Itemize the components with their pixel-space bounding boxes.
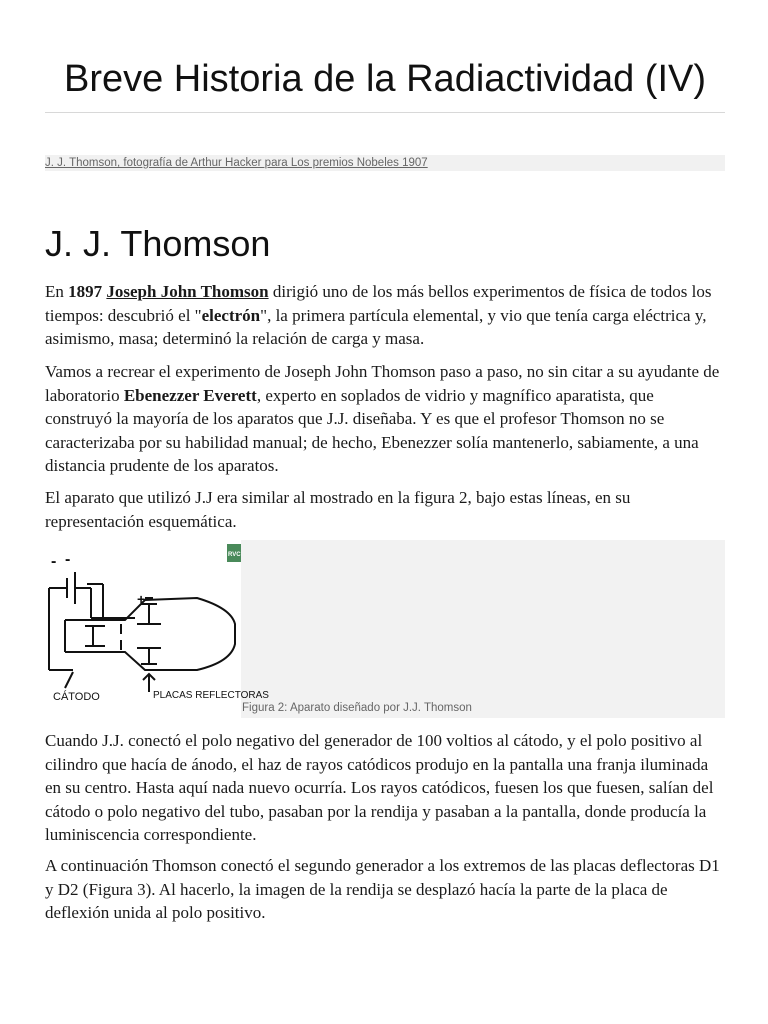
paragraph-2: Vamos a recrear el experimento de Joseph John Thomson paso a paso, no sin citar a su ayudante de laboratorio Ebenezzer Everett, experto en soplados de vidrio y magnífico aparatista, que construyó la mayoría de los aparatos que J.J. diseñaba. Y es que el profesor Thomson no se caracterizaba por su habilidad manual; de hecho, Ebenezzer solía mantenerlo, sabiamente, a una distancia prudente de los aparatos. — [45, 362, 720, 475]
page-title: Breve Historia de la Radiactividad (IV) — [63, 58, 707, 100]
minus-sign: - — [65, 551, 71, 568]
cathode-label: CÁTODO — [53, 691, 100, 703]
figure-2 — [45, 540, 725, 718]
paragraph-3: El aparato que utilizó J.J era similar al mostrado en la figura 2, bajo estas líneas, en su representación esquemática. — [45, 488, 631, 531]
minus-sign-left: - — [51, 553, 57, 570]
photo-caption-text[interactable]: J. J. Thomson, fotografía de Arthur Hacker para Los premios Nobeles 1907 — [45, 157, 428, 169]
apparatus-diagram — [45, 540, 269, 718]
paragraph-5: A continuación Thomson conectó el segundo generador a los extremos de las placas deflectoras D1 y D2 (Figura 3). Al hacerlo, la imagen de la rendija se desplazó hacía la parte de la placa de deflexión unida al polo positivo. — [45, 856, 720, 922]
figure-caption: Figura 2: Aparato diseñado por J.J. Thomson — [242, 702, 472, 714]
plates-label: PLACAS REFLECTORAS — [153, 690, 269, 701]
year: 1897 — [68, 282, 103, 301]
badge-logo: RVC — [228, 552, 241, 558]
section-heading: J. J. Thomson — [45, 223, 271, 264]
everett-name: Ebenezzer Everett — [123, 385, 257, 405]
photo-caption — [45, 155, 725, 171]
thomson-link[interactable]: Joseph John Thomson — [106, 282, 269, 301]
electron-term: electrón — [201, 305, 261, 325]
plus-sign: + — [137, 591, 146, 607]
paragraph-1: En 1897 Joseph John Thomson dirigió uno de los más bellos experimentos de física de todos los tiempos: descubrió el "electrón", la primera partícula elemental, y vio que tenía carga eléctrica y, asimismo, masa; determinó la relación de carga y masa. — [45, 282, 712, 348]
paragraph-4: Cuando J.J. conectó el polo negativo del generador de 100 voltios al cátodo, y el polo positivo al cilindro que hacía de ánodo, el haz de rayos catódicos produjo en la pantalla una franja iluminada en su centro. Hasta aquí nada nuevo ocurría. Los rayos catódicos, fuesen los que fuesen, salían del cátodo o polo negativo del tubo, pasaban por la rendija y pasaban a la pantalla, donde producía la luminiscencia correspondiente. — [45, 731, 714, 844]
title-divider — [45, 112, 725, 113]
